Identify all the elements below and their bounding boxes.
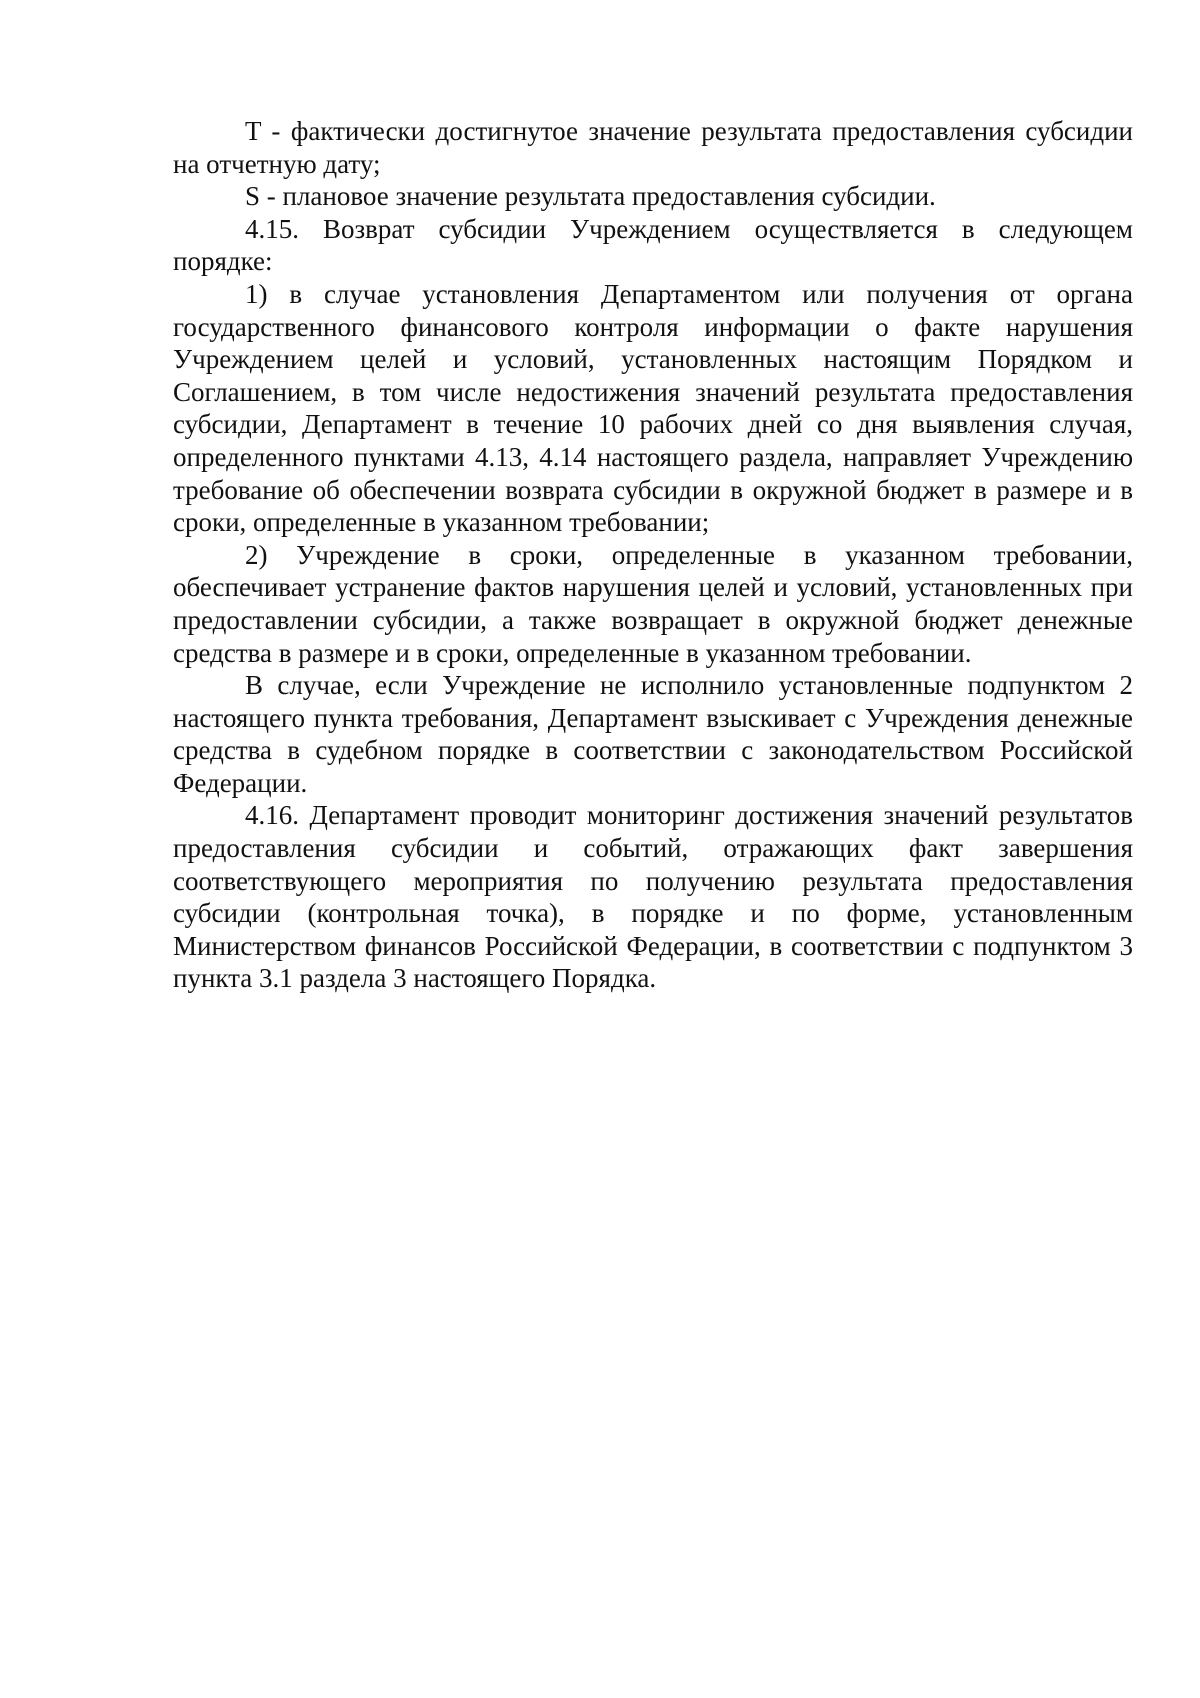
document-body <box>173 115 1133 995</box>
paragraph-recovery-court: В случае, если Учреждение не исполнило установленные подпунктом 2 настоящего пункта требования, Департамент взыскивает с Учреждения денежные средства в судебном порядке в соответствии с законодательством Российской Федерации. <box>173 670 1133 798</box>
paragraph-4-16: 4.16. Департамент проводит мониторинг достижения значений результатов предоставления субсидии и событий, отражающих факт завершения соответствующего мероприятия по получению результата предоставления субсидии (контрольная точка), в порядке и по форме, установленным Министерством финансов Российской Федерации, в соответствии с подпунктом 3 пункта 3.1 раздела 3 настоящего Порядка. <box>173 800 1133 994</box>
paragraph-s-definition: S - плановое значение результата предоставления субсидии. <box>245 181 936 212</box>
paragraph-4-15-item-1: 1) в случае установления Департаментом или получения от органа государственного финансового контроля информации о факте нарушения Учреждением целей и условий, установленных настоящим Порядком и Соглашением, в том числе недостижения значений результата предоставления субсидии, Департамент в течение 10 рабочих дней со дня выявления случая, определенного пунктами 4.13, 4.14 настоящего раздела, направляет Учреждению требование об обеспечении возврата субсидии в окружной бюджет в размере и в сроки, определенные в указанном требовании; <box>173 278 1133 538</box>
paragraph-t-definition: T - фактически достигнутое значение результата предоставления субсидии на отчетную дату; <box>173 116 1133 179</box>
paragraph-4-15: 4.15. Возврат субсидии Учреждением осуществляется в следующем порядке: <box>173 213 1133 277</box>
paragraph-4-15-item-2: 2) Учреждение в сроки, определенные в указанном требовании, обеспечивает устранение фактов нарушения целей и условий, установленных при предоставлении субсидии, а также возвращает в окружной бюджет денежные средства в размере и в сроки, определенные в указанном требовании. <box>173 539 1133 668</box>
